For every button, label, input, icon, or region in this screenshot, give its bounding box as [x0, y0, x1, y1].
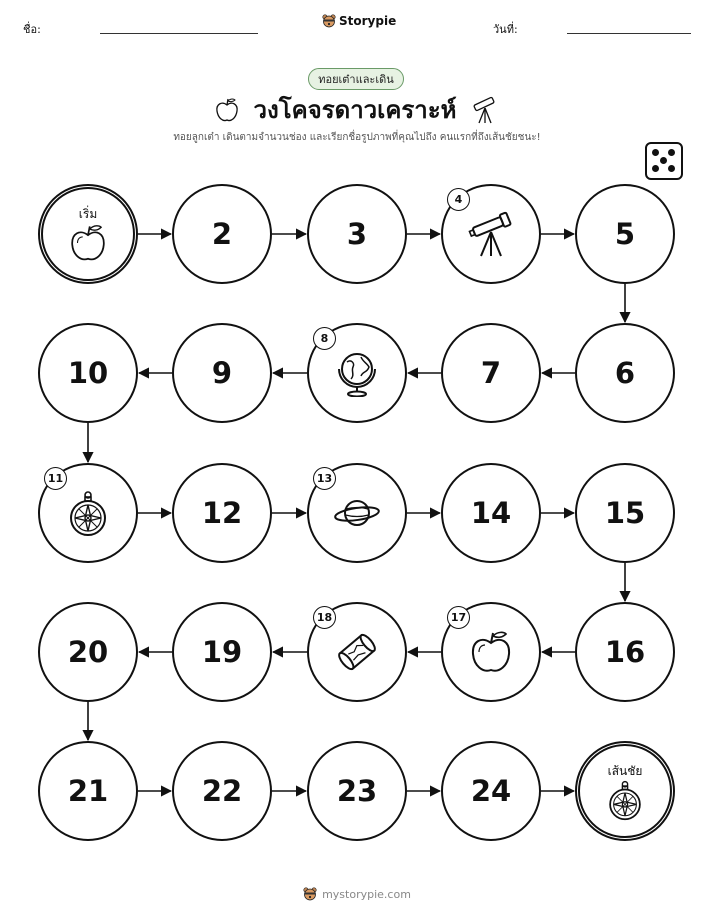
start-label: เริ่ม: [78, 207, 98, 221]
space-number: 2: [211, 217, 233, 251]
name-line[interactable]: [100, 33, 258, 34]
globe-icon: [333, 349, 381, 397]
board-space-2[interactable]: [172, 184, 272, 284]
space-number: 9: [211, 356, 233, 390]
planet-icon: [333, 489, 381, 537]
board-space-24[interactable]: [441, 741, 541, 841]
space-number: 3: [346, 217, 368, 251]
board-space-23[interactable]: [307, 741, 407, 841]
board-space-22[interactable]: [172, 741, 272, 841]
die-pip: [668, 165, 675, 172]
board-space-15[interactable]: [575, 463, 675, 563]
finish-label: เส้นชัย: [607, 764, 643, 778]
board-space-18[interactable]: [307, 602, 407, 702]
board-space-7[interactable]: [441, 323, 541, 423]
space-number-badge: 8: [313, 327, 336, 350]
board-space-11[interactable]: [38, 463, 138, 563]
board-space-10[interactable]: [38, 323, 138, 423]
space-number: 24: [470, 774, 512, 808]
space-number: 22: [201, 774, 243, 808]
compass-icon: [604, 779, 646, 821]
apple-icon: [214, 96, 240, 124]
space-number: 16: [604, 635, 646, 669]
space-number-badge: 17: [447, 606, 470, 629]
board-space-20[interactable]: [38, 602, 138, 702]
title-row: [0, 90, 714, 129]
space-number: 5: [614, 217, 636, 251]
space-number: 21: [67, 774, 109, 808]
bear-logo-icon: [322, 14, 336, 28]
compass-icon: [64, 489, 112, 537]
board-space-9[interactable]: [172, 323, 272, 423]
board-space-16[interactable]: [575, 602, 675, 702]
instructions: ทอยลูกเต๋า เดินตามจำนวนช่อง และเรียกชื่อรูปภาพที่คุณไปถึง คนแรกที่ถึงเส้นชัยชนะ!: [173, 132, 541, 143]
space-number: 7: [480, 356, 502, 390]
start-space[interactable]: [38, 184, 138, 284]
dice-icon[interactable]: [645, 142, 683, 180]
board-space-17[interactable]: [441, 602, 541, 702]
name-label: ชื่อ:: [23, 23, 41, 36]
footer-url[interactable]: mystorypie.com: [322, 887, 411, 901]
space-number-badge: 11: [44, 467, 67, 490]
board-space-8[interactable]: [307, 323, 407, 423]
brand: [322, 14, 396, 28]
space-number-badge: 13: [313, 467, 336, 490]
space-number: 23: [336, 774, 378, 808]
apple-icon: [67, 222, 109, 264]
date-line[interactable]: [567, 33, 691, 34]
telescope-icon: [470, 95, 500, 125]
die-pip: [660, 157, 667, 164]
die-pip: [668, 149, 675, 156]
space-number: 14: [470, 496, 512, 530]
space-number: 10: [67, 356, 109, 390]
map-scroll-icon: [333, 628, 381, 676]
board-space-3[interactable]: [307, 184, 407, 284]
space-number: 15: [604, 496, 646, 530]
space-number: 20: [67, 635, 109, 669]
space-number-badge: 4: [447, 188, 470, 211]
board-space-4[interactable]: [441, 184, 541, 284]
board-space-21[interactable]: [38, 741, 138, 841]
space-number-badge: 18: [313, 606, 336, 629]
footer: [0, 887, 714, 901]
finish-space[interactable]: [575, 741, 675, 841]
game-type-badge: ทอยเต๋าและเดิน: [308, 68, 404, 90]
page-title: วงโคจรดาวเคราะห์: [253, 96, 457, 124]
board-space-12[interactable]: [172, 463, 272, 563]
space-number: 12: [201, 496, 243, 530]
date-label: วันที่:: [493, 23, 518, 36]
board-space-5[interactable]: [575, 184, 675, 284]
board-space-14[interactable]: [441, 463, 541, 563]
bear-logo-icon: [303, 887, 317, 901]
board-space-19[interactable]: [172, 602, 272, 702]
board-space-6[interactable]: [575, 323, 675, 423]
board-space-13[interactable]: [307, 463, 407, 563]
telescope-icon: [467, 210, 515, 258]
die-pip: [652, 165, 659, 172]
space-number: 19: [201, 635, 243, 669]
apple-icon: [467, 628, 515, 676]
brand-name: Storypie: [339, 14, 397, 28]
die-pip: [652, 149, 659, 156]
space-number: 6: [614, 356, 636, 390]
